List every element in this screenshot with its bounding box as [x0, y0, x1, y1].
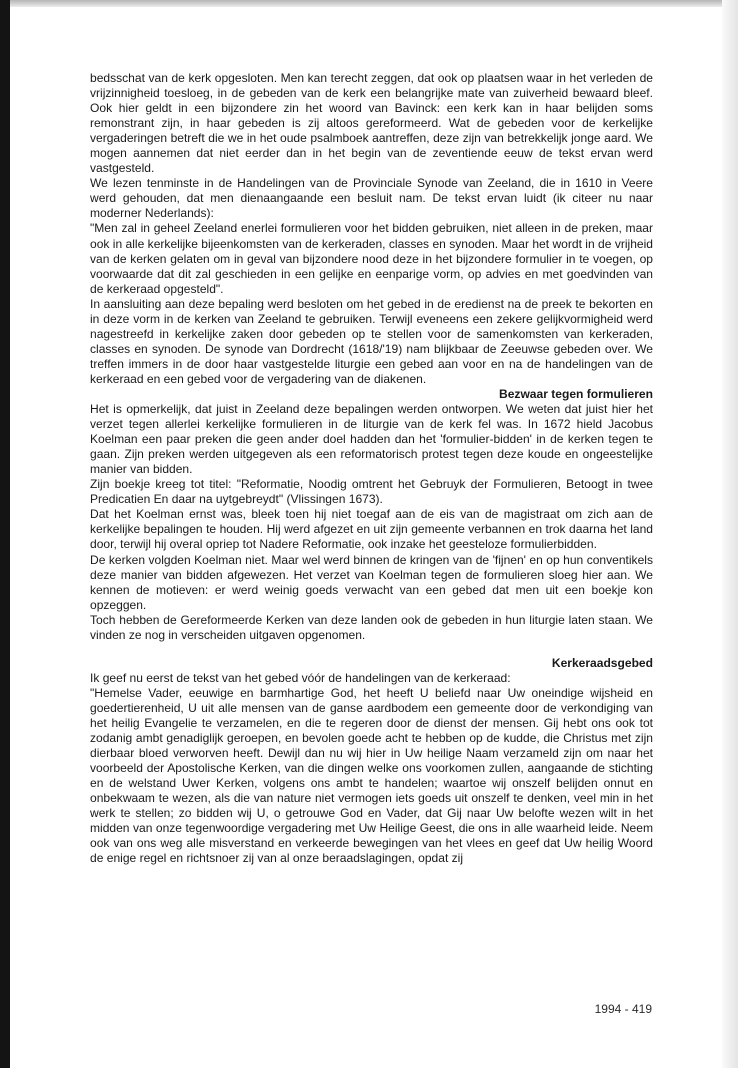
quote-paragraph: "Men zal in geheel Zeeland enerlei formulieren voor het bidden gebruiken, niet alleen in de preken, maar ook in alle kerkelijke bijeenkomsten van de kerkeraden, classes en synoden. Maar het wordt in de vrijheid van de kerken gelaten om in geval van bijzondere nood deze in het bijzondere formulier in te voegen, op voorwaarde dat dit zal geschieden in een gelijke en eenparige vorm, op advies en met goedvinden van de kerkeraad opgesteld".: [90, 221, 653, 296]
paragraph: De kerken volgden Koelman niet. Maar wel werd binnen de kringen van de 'fijnen' en op hun conventikels deze manier van bidden afgewezen. Het verzet van Koelman tegen de formulieren sloeg hier aan. We kennen de motieven: er werd weinig goeds verwacht van een gebed dat men uit een boekje kon opzeggen.: [90, 552, 653, 612]
paragraph: In aansluiting aan deze bepaling werd besloten om het gebed in de eredienst na de preek te bekorten en in deze vorm in de kerken van Zeeland te gebruiken. Terwijl eveneens een zekere gelijkvormigheid werd nagestreefd in kerkelijke zaken door gebeden op te stellen voor de samenkomsten van kerkeraden, classes en synoden. De synode van Dordrecht (1618/'19) nam blijkbaar de Zeeuwse gebeden over. We treffen immers in de door haar vastgestelde liturgie een gebed aan voor en na de handelingen van de kerkeraad en een gebed voor de vergadering van de diakenen.: [90, 296, 653, 386]
paragraph: Toch hebben de Gereformeerde Kerken van deze landen ook de gebeden in hun liturgie laten staan. We vinden ze nog in verscheiden uitgaven opgenomen.: [90, 612, 653, 642]
paragraph: bedsschat van de kerk opgesloten. Men kan terecht zeggen, dat ook op plaatsen waar in het verleden de vrijzinnigheid toesloeg, in de gebeden van de kerk een belangrijke mate van zuiverheid bewaard bleef. Ook hier geldt in een bijzondere zin het woord van Bavinck: een kerk kan in haar belijden soms remonstrant zijn, in haar gebeden is zij altoos gereformeerd. Wat de gebeden voor de kerkelijke vergaderingen betreft die we in het oude psalmboek aantreffen, deze zijn van betrekkelijk jonge aard. We mogen aannemen dat niet eerder dan in het begin van de zeventiende eeuw de tekst ervan werd vastgesteld.: [90, 71, 653, 176]
paragraph: We lezen tenminste in de Handelingen van de Provinciale Synode van Zeeland, die in 1610 in Veere werd gehouden, dat men dienaangaande een besluit nam. De tekst ervan luidt (ik citeer nu naar moderner Nederlands):: [90, 176, 653, 221]
page-number: 1994 - 419: [594, 1002, 652, 1016]
article-body: [90, 71, 653, 866]
scan-border-right: [722, 0, 738, 1068]
paragraph: Ik geef nu eerst de tekst van het gebed vóór de handelingen van de kerkeraad:: [90, 670, 511, 685]
prayer-text: "Hemelse Vader, eeuwige en barmhartige God, het heeft U beliefd naar Uw oneindige wijsheid en goedertierenheid, U uit alle mensen van de ganse aardbodem een gemeente door de verkondiging van het heilig Evangelie te verzamelen, en die te regeren door de dienst der mensen. Gij hebt ons ook tot zodanig ambt genadiglijk geroepen, en bevolen goede acht te hebben op de kudde, die Christus met zijn dierbaar bloed verworven heeft. Dewijl dan nu wij hier in Uw heilige Naam verzameld zijn om naar het voorbeeld der Apostolische Kerken, van die dingen welke ons voorkomen zullen, aangaande de stichting en de welstand Uwer Kerken, volgens ons ambt te handelen; waartoe wij onszelf belijden onnut en onbekwaam te wezen, als die van nature niet vermogen iets goeds uit onszelf te denken, veel min in het werk te stellen; zo bidden wij U, o getrouwe God en Vader, dat Gij naar Uw belofte wezen wilt in het midden van onze tegenwoordige vergadering met Uw Heilige Geest, die ons in alle waarheid leide. Neem ook van ons weg alle misverstand en verkeerde bewegingen van het vlees en geef dat Uw heilig Woord de enige regel en richtsnoer zij van al onze beraadslagingen, opdat zij: [90, 685, 653, 866]
section-heading-bezwaar: Bezwaar tegen formulieren: [499, 386, 653, 401]
paragraph: Dat het Koelman ernst was, bleek toen hij niet toegaf aan de eis van de magistraat om zich aan de kerkelijke bepalingen te houden. Hij werd afgezet en uit zijn gemeente verbannen en trok daarna het land door, terwijl hij overal opriep tot Nadere Reformatie, ook inzake het geesteloze formulierbidden.: [90, 507, 653, 552]
scan-border-left: [0, 0, 10, 1068]
paragraph: Zijn boekje kreeg tot titel: "Reformatie, Noodig omtrent het Gebruyk der Formulieren, Betoogt in twee Predicatien En daar na uytgebreydt" (Vlissingen 1673).: [90, 477, 653, 507]
scan-border-top: [10, 0, 738, 7]
paragraph: Het is opmerkelijk, dat juist in Zeeland deze bepalingen werden ontworpen. We weten dat juist hier het verzet tegen allerlei kerkelijke formulieren in de liturgie van de kerk fel was. In 1672 hield Jacobus Koelman een paar preken die geen ander doel hadden dan het 'formulier-bidden' in de kerken tegen te gaan. Zijn preken werden uitgegeven als een reformatorisch protest tegen deze koude en ongeestelijke manier van bidden.: [90, 402, 653, 477]
section-heading-kerkeraadsgebed: Kerkeraadsgebed: [551, 655, 653, 670]
